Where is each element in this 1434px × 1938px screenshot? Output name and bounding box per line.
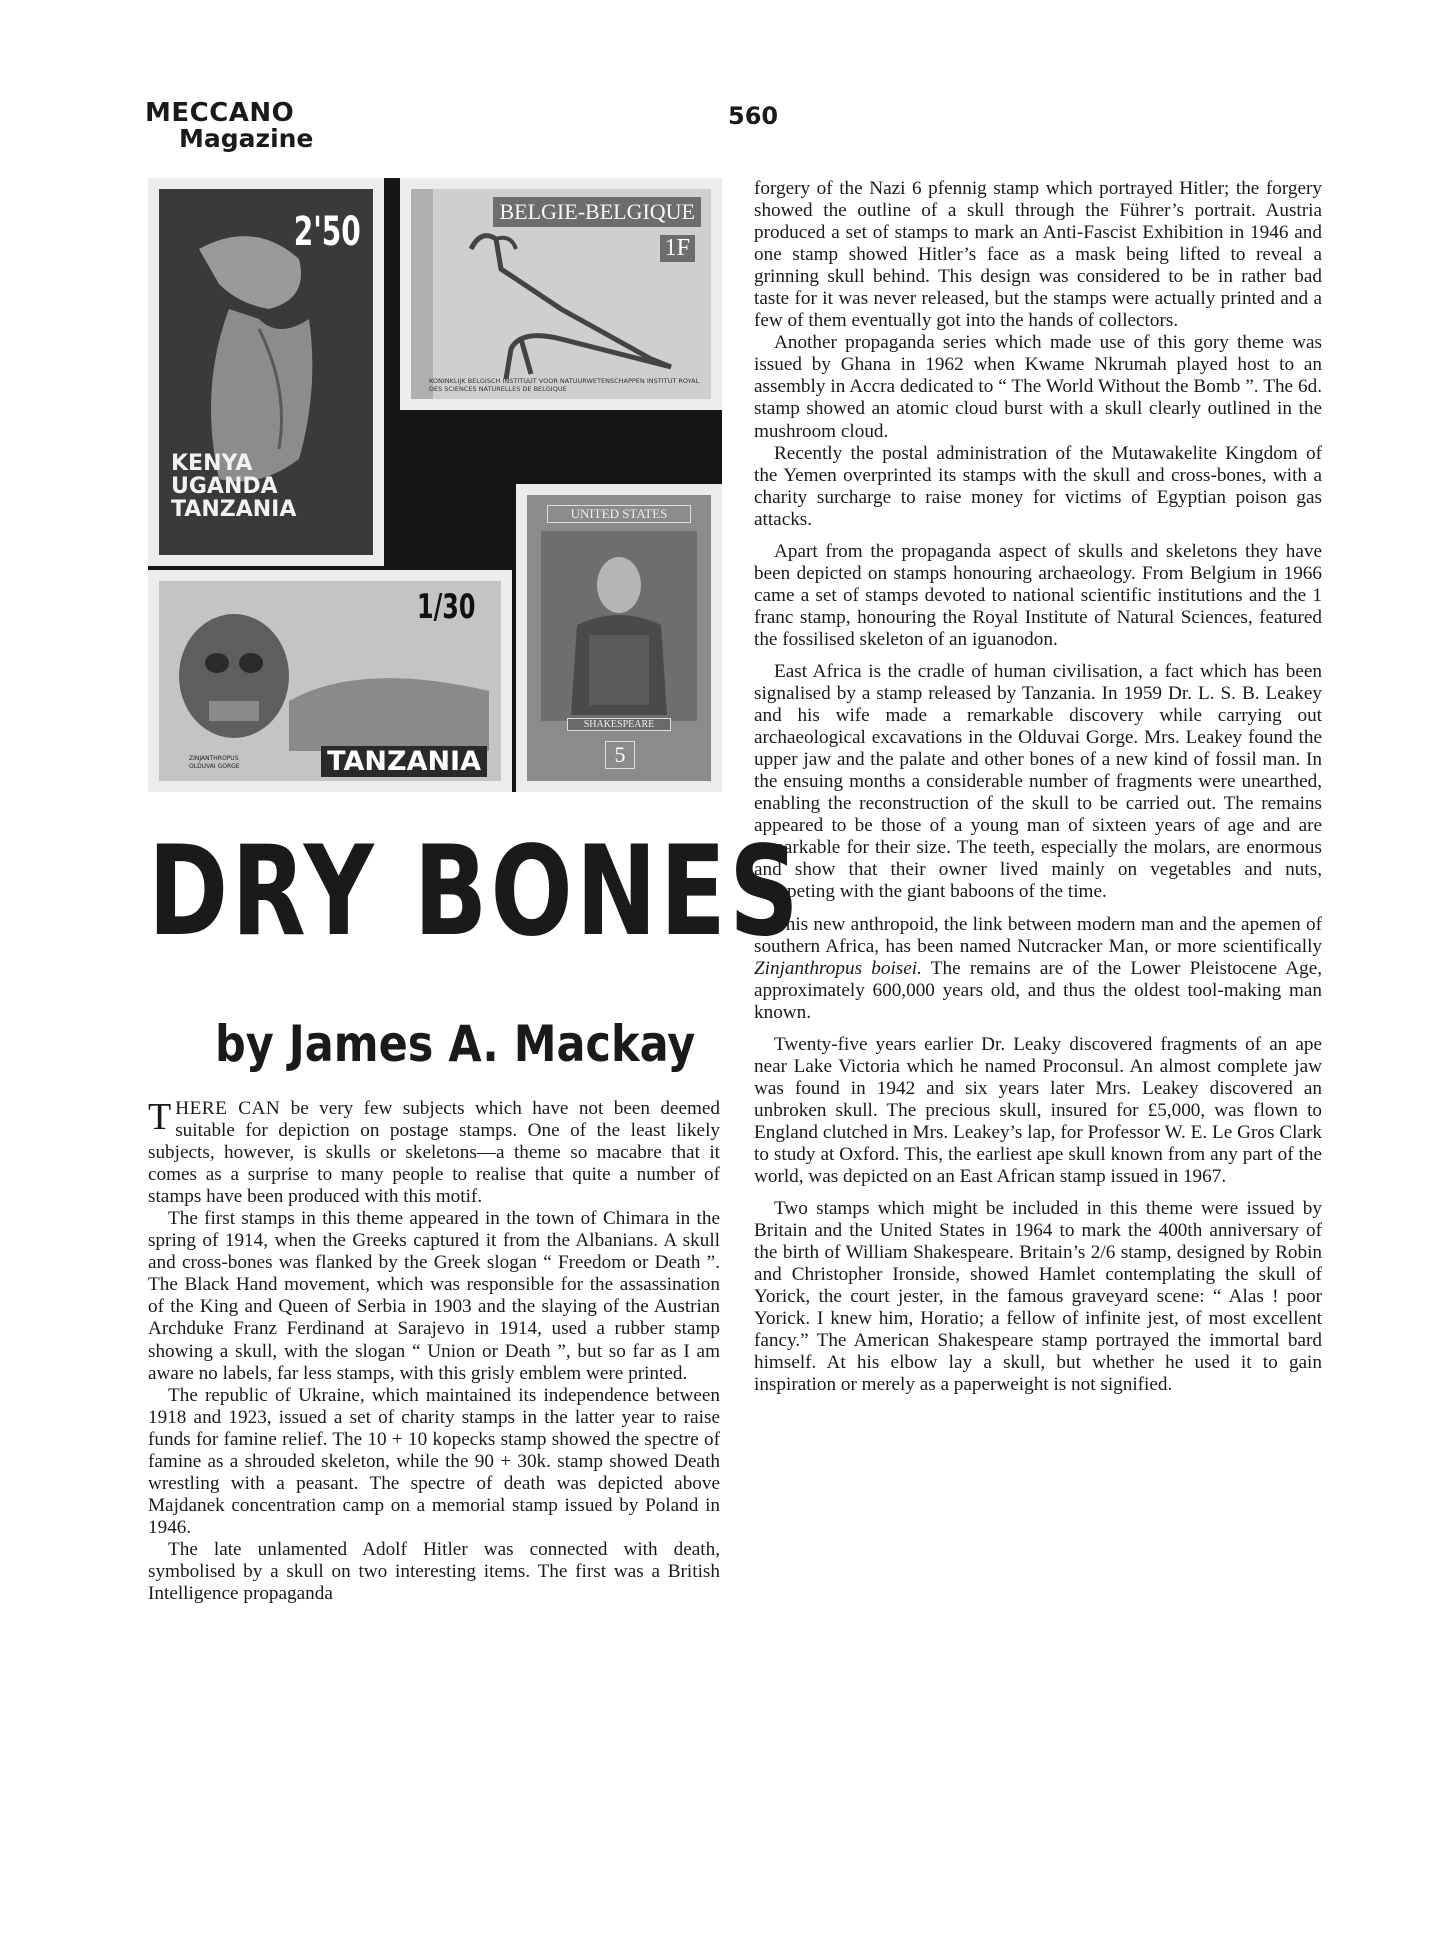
drop-cap: T <box>148 1096 172 1138</box>
page-number: 560 <box>728 102 779 130</box>
belgium-stamp <box>400 178 722 410</box>
paragraph <box>754 914 1322 1024</box>
paragraph: Twenty-five years earlier Dr. Leaky discovered fragments of an ape near Lake Victoria which he named Proconsul. An almost complete jaw was found in 1942 and six years later Mrs. Leakey discovered an unbroken skull. The precious skull, insured for £5,000, was flown to England clutched in Mrs. Leakey’s lap, for Professor W. E. Le Gros Clark to study at Oxford. This, the earliest ape skull known from any part of the world, was depicted on an East African stamp issued in 1967. <box>754 1033 1322 1188</box>
opening-words: HERE CAN <box>175 1098 281 1119</box>
paragraph-text: be very few subjects which have not been deemed suitable for depiction on postage stamps. One of the least likely subjects, however, is skulls or skeletons—a theme so macabre that it comes as a surprise to many people to realise that quite a number of stamps have been produced with this motif. <box>148 1098 720 1208</box>
paragraph: The republic of Ukraine, which maintained its independence between 1918 and 1923, issued a set of charity stamps in the latter year to raise funds for famine relief. The 10 + 10 kopecks stamp showed the spectre of famine as a shrouded skeleton, while the 90 + 30k. stamp showed Death wrestling with a peasant. The spectre of death was depicted above Majdanek concentration camp on a memorial stamp issued by Poland in 1946. <box>148 1384 720 1538</box>
masthead-line-2: Magazine <box>179 124 314 153</box>
country-tanzania: TANZANIA <box>171 497 297 522</box>
shakespeare-label: SHAKESPEARE <box>567 718 671 731</box>
paragraph-text: This new anthropoid, the link between modern man and the apemen of southern Africa, has been named Nutcracker Man, or more scientifically <box>754 913 1322 957</box>
left-column <box>148 1098 720 1605</box>
country-uganda: UGANDA <box>171 474 278 499</box>
tanzania-stamp <box>148 570 512 792</box>
paragraph: The late unlamented Adolf Hitler was connected with death, symbolised by a skull on two interesting items. The first was a British Intelligence propaganda <box>148 1538 720 1605</box>
shakespeare-value: 5 <box>605 741 635 769</box>
tanzania-value: 1/30 <box>416 587 475 627</box>
belgium-value: 1F <box>660 235 695 262</box>
species-name: Zinjanthropus boisei. <box>754 957 922 979</box>
tanzania-name: TANZANIA <box>321 746 487 777</box>
kenya-country-names <box>171 452 296 521</box>
paragraph: East Africa is the cradle of human civilisation, a fact which has been signalised by a stamp released by Tanzania. In 1959 Dr. L. S. B. Leakey and his wife made a remarkable discovery while carrying out archaeological excavations in the Olduvai Gorge. Mrs. Leakey found the upper jaw and the palate and other bones of a new kind of fossil man. In the ensuing months a considerable number of fragments were unearthed, enabling the reconstruction of the skull to be carried out. The remains appeared to be those of a young man of sixteen years of age and are remarkable for their size. The teeth, especially the molars, are enormous and show that their owner lived mainly on vegetables and nuts, competing with the giant baboons of the time. <box>754 660 1322 903</box>
shakespeare-portrait-image <box>527 495 711 781</box>
kenya-value: 2'50 <box>293 209 361 255</box>
shakespeare-stamp <box>516 484 722 792</box>
belgium-footer: KONINKLIJK BELGISCH INSTITUUT VOOR NATUURWETENSCHAPPEN INSTITUT ROYAL DES SCIENCES NATURELLES DE BELGIQUE <box>429 377 700 393</box>
paragraph-text: The remains are of the Lower Pleistocene Age, approximately 600,000 years old, and thus the oldest tool-making man known. <box>754 957 1323 1023</box>
paragraph: The first stamps in this theme appeared in the town of Chimara in the spring of 1914, when the Greeks captured it from the Albanians. A skull and cross-bones was flanked by the Greek slogan “ Freedom or Death ”. The Black Hand movement, which was responsible for the assassination of the King and Queen of Serbia in 1903 and the slaying of the Austrian Archduke Franz Ferdinand at Sarajevo in 1914, used a rubber stamp showing a skull, with the slogan “ Union or Death ”, but so far as I am aware no labels, far less stamps, with this grisly emblem were printed. <box>148 1208 720 1384</box>
article-title: DRY BONES <box>148 820 802 964</box>
country-kenya: KENYA <box>171 451 253 476</box>
article-byline: by James A. Mackay <box>215 1015 696 1073</box>
paragraph: Apart from the propaganda aspect of skulls and skeletons they have been depicted on stamps honouring archaeology. From Belgium in 1966 came a set of stamps devoted to national scientific institutions and the 1 franc stamp, honouring the Royal Institute of Natural Sciences, featured the fossilised skeleton of an iguanodon. <box>754 540 1322 650</box>
kenya-stamp <box>148 178 384 566</box>
belgium-header: BELGIE-BELGIQUE <box>493 197 701 227</box>
paragraph: Two stamps which might be included in this theme were issued by Britain and the United States in 1964 to mark the 400th anniversary of the birth of William Shakespeare. Britain’s 2/6 stamp, designed by Robin and Christopher Ironside, showed Hamlet contemplating the skull of Yorick, the court jester, in the famous graveyard scene: “ Alas ! poor Yorick. I knew him, Horatio; a fellow of infinite jest, of most excellent fancy.” The American Shakespeare stamp portrayed the immortal bard himself. At his elbow lay a skull, but whether he used it to gain inspiration or merely as a paperweight is not signified. <box>754 1198 1322 1396</box>
paragraph: forgery of the Nazi 6 pfennig stamp which portrayed Hitler; the forgery showed the outline of a skull through the Führer’s portrait. Austria produced a set of stamps to mark an Anti-Fascist Exhibition in 1946 and one stamp showed Hitler’s face as a mask being lifted to reveal a grinning skull behind. This design was considered to be in rather bad taste for it was never released, but the stamps were actually printed and a few of them eventually got into the hands of collectors. <box>754 178 1322 332</box>
shakespeare-top-label: UNITED STATES <box>547 505 691 523</box>
paragraph: Recently the postal administration of the Mutawakelite Kingdom of the Yemen overprinted its stamps with the skull and cross-bones, with a charity surcharge to raise money for victims of Egyptian poison gas attacks. <box>754 442 1322 530</box>
caption-line-2: OLDUVAI GORGE <box>189 763 240 770</box>
magazine-masthead <box>145 100 313 152</box>
caption-line-1: ZINJANTHROPUS <box>189 755 239 762</box>
right-column <box>754 178 1322 1396</box>
masthead-line-1: MECCANO <box>145 98 295 128</box>
stamp-illustration <box>148 178 722 792</box>
tanzania-caption <box>189 755 240 771</box>
paragraph <box>148 1098 720 1208</box>
paragraph: Another propaganda series which made use of this gory theme was issued by Ghana in 1962 when Kwame Nkrumah played host to an assembly in Accra dedicated to “ The World Without the Bomb ”. The 6d. stamp showed an atomic cloud burst with a skull clearly outlined in the mushroom cloud. <box>754 332 1322 442</box>
